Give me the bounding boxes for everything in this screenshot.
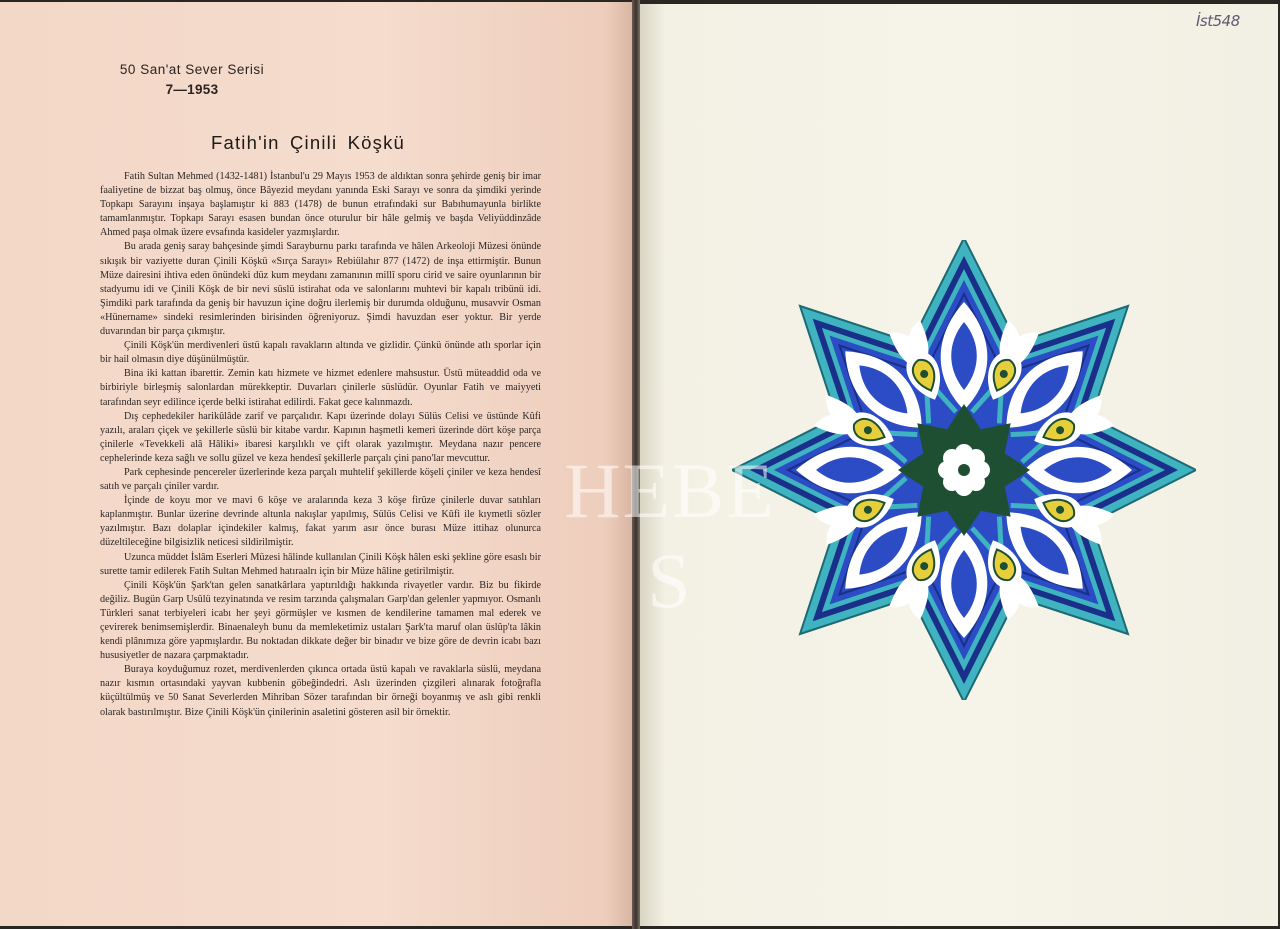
- book-gutter: [632, 0, 640, 929]
- left-page: [0, 2, 633, 926]
- paragraph: Buraya koyduğumuz rozet, merdivenlerden çıkınca ortada üstü kapalı ve ravaklarla süslü, meydana nazır kısmın ortasındaki yayvan kubbenin göbeğindedri. Aslı üzerinden çizgileri alınarak fotoğrafla küçültülmüş ve 50 Sanat Severlerden Mihriban Sözer tarafından bir örneği boyanmış ve aslı gibi renkli olarak bastırılmıştır. Bize Çinili Köşk'ün çinilerinin asaletini gösteren asil bir örnektir.: [100, 664, 541, 718]
- paragraph: Çinili Köşk'ün merdivenleri üstü kapalı ravakların altında ve gizlidir. Çünkü önünde atlı sporlar için bir hail olmasın diye düşünülmüştür.: [100, 340, 541, 366]
- paragraph: Uzunca müddet İslâm Eserleri Müzesi hâlinde kullanılan Çinili Köşk hâlen eski şekline göre esaslı bir surette tamir edilerek Fatih Sultan Mehmed hatıraalrı için bir Müze hâline getirilmiştir.: [100, 551, 541, 577]
- watermark-text: HEBE S: [564, 447, 776, 624]
- paragraph: Bina iki kattan ibarettir. Zemin katı hizmete ve hizmet edenlere mahsustur. Üstü müteaddid oda ve birbiriyle birleşmiş salonlardan mürekkeptir. Duvarları çinilerle süslüdür. Oyunlar Fatih ve maiyyeti tarafından seyr edilince içerde belki istirahat edilirdi. Fakat gece kalınmazdı.: [100, 368, 541, 408]
- paragraph: İçinde de koyu mor ve mavi 6 köşe ve aralarında keza 3 köşe firûze çinilerle duvar satıhları kaplanmıştır. Bunlar üzerine devrinde altunla nakışlar yapılmış, Sülüs Celisi ve Kûfi ile kıymetli sözler yazılmıştır. Bazı dolaplar içindekiler kalmış, fakat yarım asır önce burası Müze ittihaz olunurca düzeltileceğine bilgisizlik neticesi sildirilmiştir.: [100, 495, 541, 549]
- series-number: 7—1953: [165, 82, 219, 97]
- paragraph: Fatih Sultan Mehmed (1432-1481) İstanbul'u 29 Mayıs 1953 de aldıktan sonra şehirde geniş bir imar faaliyetine de bizzat baş olmuş, önce Bâyezid meydanı yanında Eski Sarayı ve sonra da şimdiki yerinde Topkapı Sarayını inşaya başlamıştır ki 883 (1478) de bunun etrafındaki sur Babıhumayunla birlikte tamamlanmıştır. Topkapı Sarayı esasen bundan önce oturulur bir hâle gelmiş ve başda Veliyüddinzâde Ahmed paşa olmak üzere evsafında kasideler yazmışlardır.: [100, 171, 541, 239]
- paragraph: Bu arada geniş saray bahçesinde şimdi Sarayburnu parkı tarafında ve hâlen Arkeoloji Müzesi önünde sıkışık bir vaziyette duran Çinili Köşkü «Sırça Sarayı» Rebiülahır 877 (1472) de inşa ettirmiştir. Bunun Müze dairesini ihtiva eden önündeki düz kum meydanı zamanının millî sporu cirid ve saire oyunlarının bir stadyumu idi ve Çinili Köşk de bir nevi süslü istirahat oda ve salonlarını muhtevi bir kapalı tribünü idi. Şimdiki park tarafında da geniş bir havuzun içine doğru ilerlemiş bir durumda olduğunu, musavvir Osman «Hünername» sindeki resimlerinden birisinden öğreniyoruz. Şimdi havuzdan eser yoktur. Bir yerde duvarından bir parça çıkmıştır.: [100, 241, 541, 338]
- article-body: [100, 170, 541, 720]
- page-title: Fatih'in Çinili Köşkü: [210, 132, 406, 153]
- star-rosette-tile: [732, 240, 1196, 700]
- paragraph: Park cephesinde pencereler üzerlerinde keza parçalı muhtelif şekillerde köşeli çiniler ve keza hendesî satıh ve parçalı çiniler vardır.: [100, 466, 541, 493]
- paragraph: Dış cephedekiler harikûlâde zarif ve parçalıdır. Kapı üzerinde dolayı Sülüs Celisi ve üstünde Kûfi yazılı, araları çiçek ve şekillerle süslü bir kitabe vardır. Kapının haşmetli kemeri üzerinde dört köşe parça çinilerle «Tevekkeli alâ Hâliki» ibaresi karşılıklı ve çift olarak yazılmıştır. Meydana nazır pencere cephelerinde keza sağlı ve sollu güzel ve keza hendesî şekillerle parçalı çini pano'lar mevcuttur.: [100, 410, 541, 464]
- handwritten-catalog-number: İst548: [1196, 12, 1240, 30]
- series-name: 50 San'at Sever Serisi: [119, 62, 265, 77]
- center-flower-dot: [958, 464, 970, 476]
- series-header: [97, 62, 287, 97]
- paragraph: Çinili Köşk'ün Şark'tan gelen sanatkârlara yaptırıldığı hakkında rivayetler vardır. Biz bu fikirde değiliz. Bugün Garp Usûlü tezyinatında ve resim tarzında çalışmaları Garp'dan gelenler yapmıyor. Osmanlı Türkleri sanat terbiyeleri icabı her şeyi görmüşler ve kısmen de kendilerine tamamen mal ederek ve çevirerek benimsemişlerdir. Binaenaleyh bunu da memleketimiz ustaları Şark'ta maruf olan üslûp'ta lâkin kendi plânımıza göre yapmışlardır. Bu noktadan dikkate değer bir binadır ve bize göre de devrin icabı bazı hususiyetler de nazara çarpmaktadır.: [100, 579, 541, 662]
